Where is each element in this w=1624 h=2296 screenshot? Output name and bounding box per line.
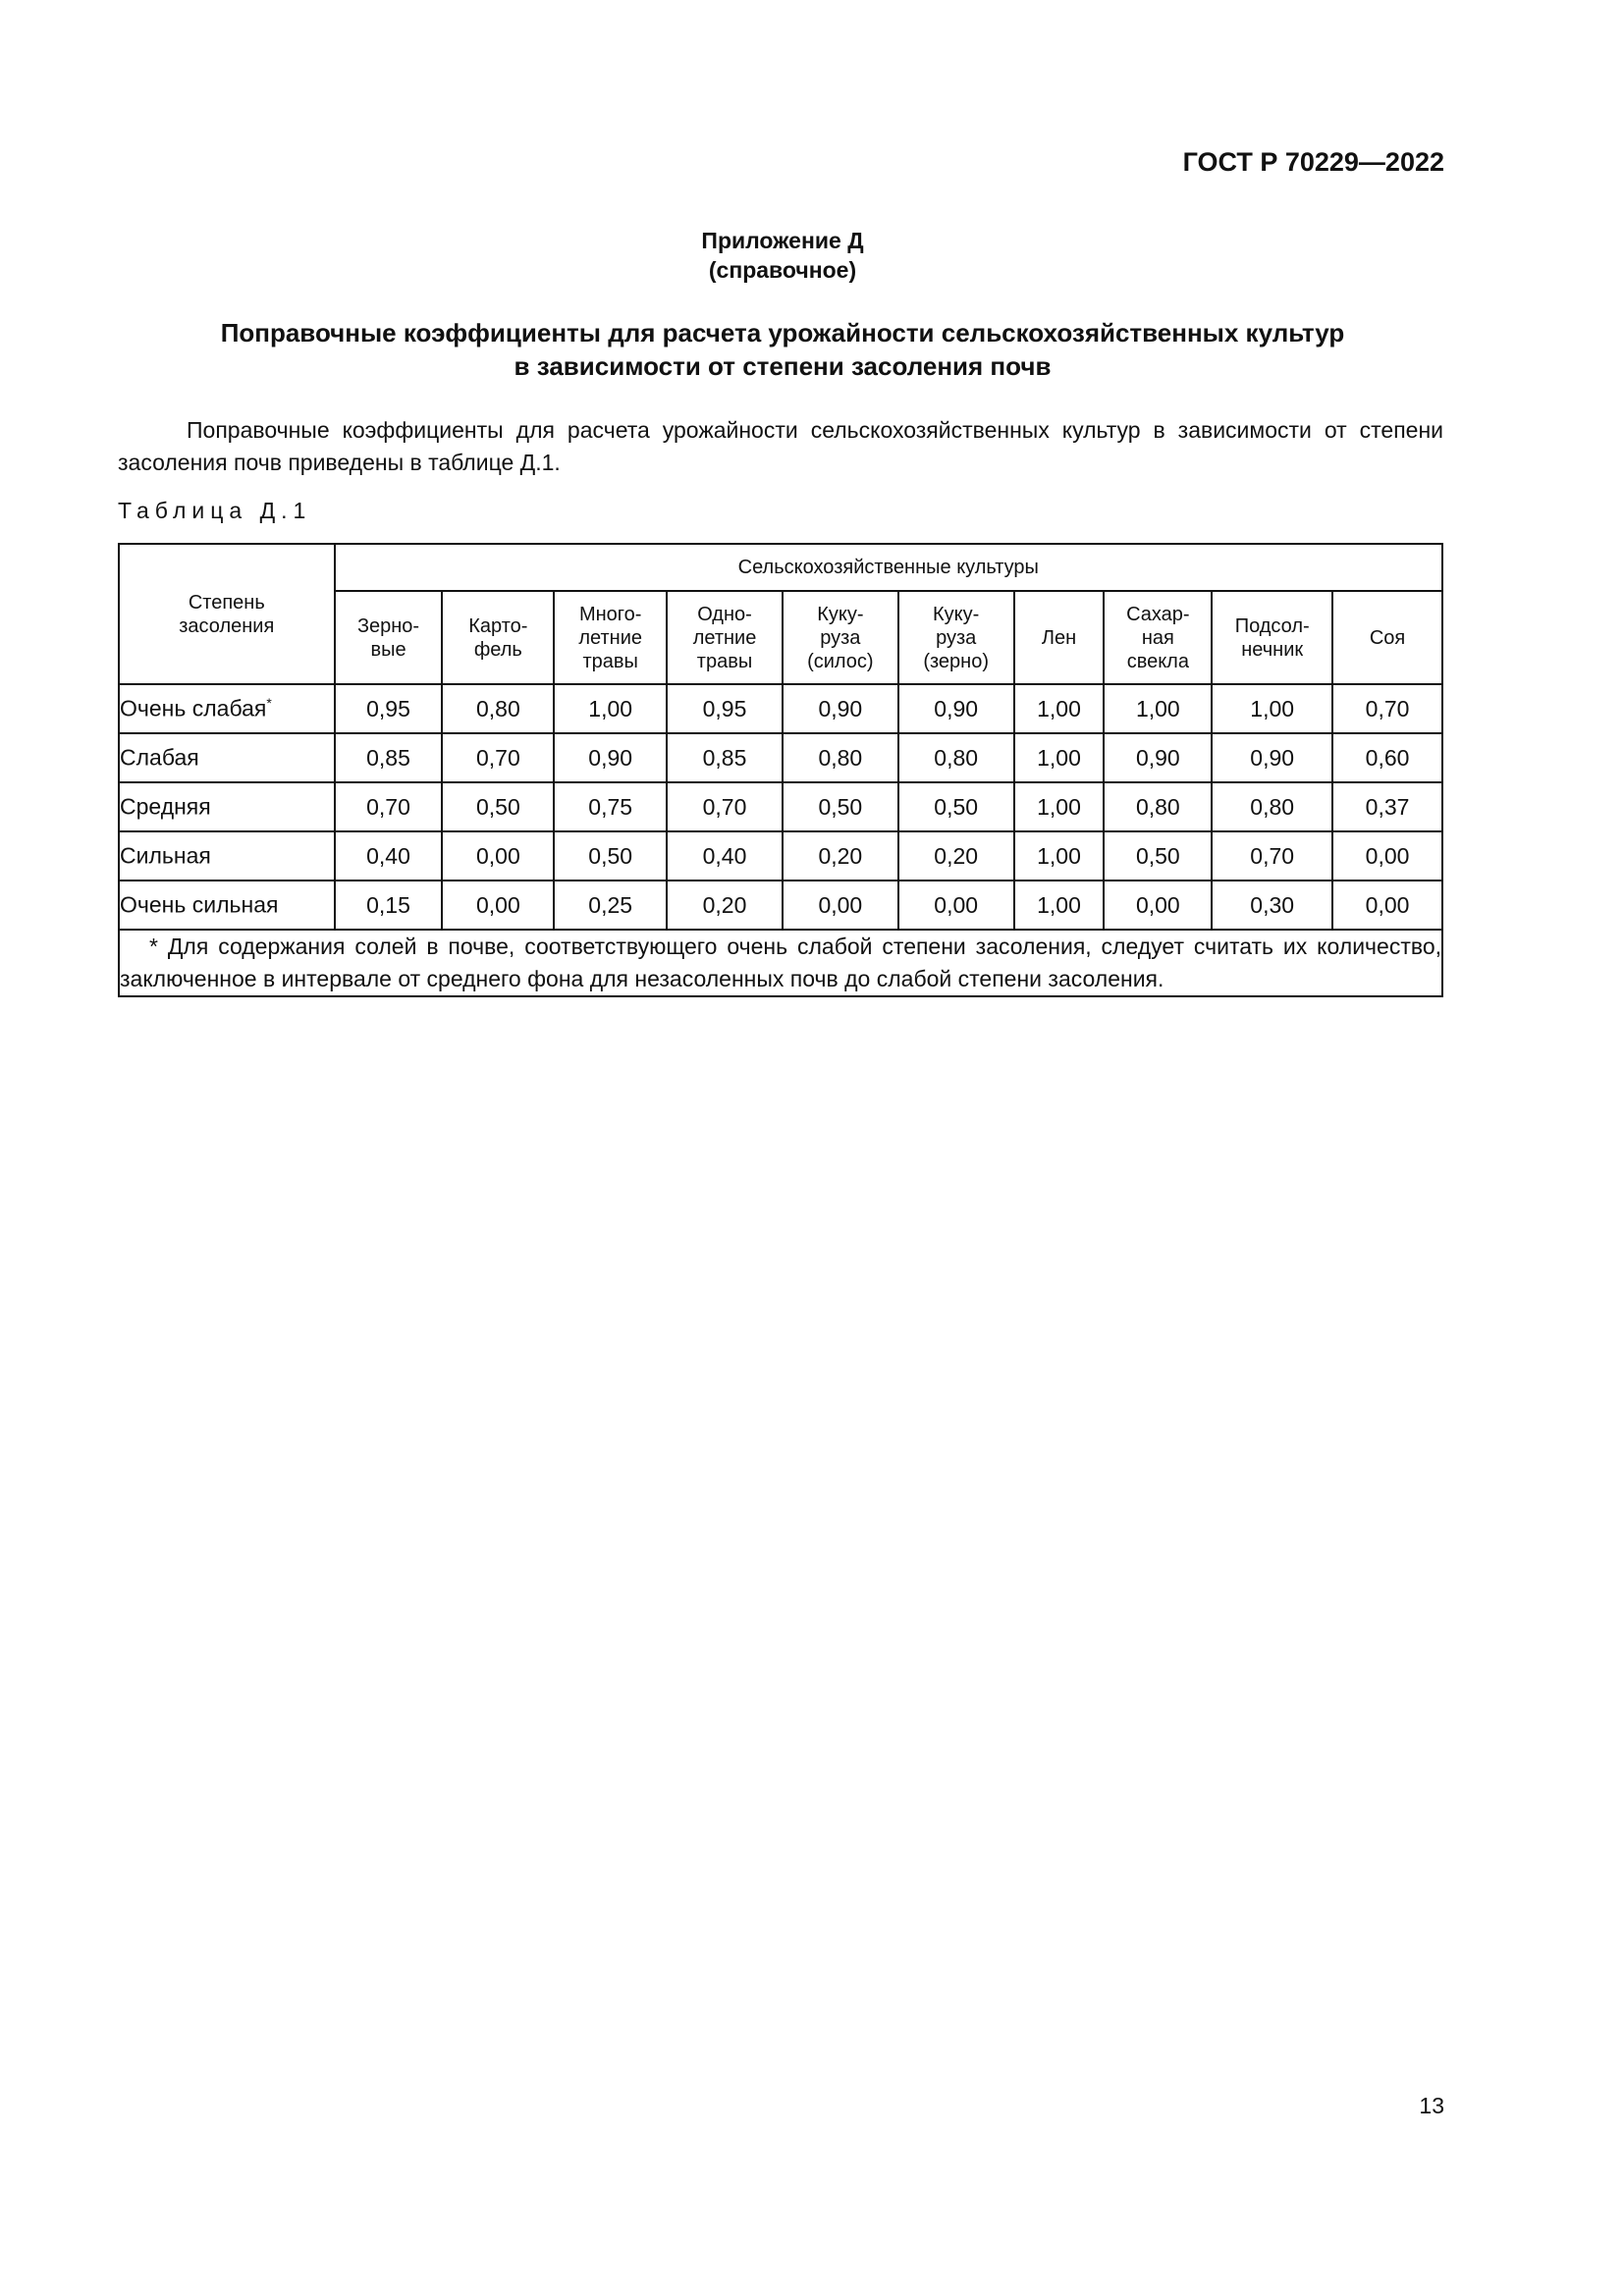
salinity-level-text: Очень сильная [120, 891, 279, 918]
table-caption: Таблица Д.1 [118, 498, 312, 523]
column-header-line: (силос) [807, 650, 874, 672]
coefficient-cell: 0,20 [667, 881, 783, 930]
coefficient-cell: 0,50 [442, 782, 554, 831]
coefficient-cell: 0,75 [554, 782, 667, 831]
coefficient-cell: 0,00 [1104, 881, 1212, 930]
coefficient-cell: 1,00 [1014, 881, 1105, 930]
column-header-cell [335, 591, 443, 684]
coefficient-cell: 1,00 [554, 684, 667, 733]
row-header-line: Степень [188, 591, 265, 614]
coefficient-cell: 0,70 [335, 782, 443, 831]
salinity-level-label [119, 733, 335, 782]
column-header-line: Много- [578, 603, 642, 625]
coefficient-cell: 0,00 [898, 881, 1014, 930]
row-header-line: засоления [179, 614, 275, 637]
coefficient-cell: 0,20 [898, 831, 1014, 881]
column-header-cell [1332, 591, 1442, 684]
coefficient-cell: 1,00 [1014, 684, 1105, 733]
coefficient-cell: 0,95 [335, 684, 443, 733]
column-header-line: Сахар- [1126, 603, 1190, 625]
coefficient-cell: 0,70 [1212, 831, 1332, 881]
coefficient-cell: 1,00 [1212, 684, 1332, 733]
coefficient-cell: 0,95 [667, 684, 783, 733]
salinity-level-text: Очень слабая [120, 695, 267, 721]
column-header-line: руза [820, 626, 861, 649]
coefficient-cell: 0,50 [783, 782, 898, 831]
column-header-cell [783, 591, 898, 684]
coefficient-cell: 1,00 [1104, 684, 1212, 733]
salinity-level-label [119, 831, 335, 881]
column-header-cell [898, 591, 1014, 684]
column-header-line: фель [473, 638, 522, 661]
coefficient-cell: 0,70 [667, 782, 783, 831]
standard-code: ГОСТ Р 70229—2022 [1182, 147, 1444, 177]
column-header-line: Подсол- [1234, 614, 1310, 637]
column-header-line: ная [1141, 626, 1174, 649]
group-header-cell: Сельскохозяйственные культуры [335, 544, 1442, 591]
coefficient-cell: 1,00 [1014, 831, 1105, 881]
page-number: 13 [1419, 2093, 1444, 2118]
column-header-line: травы [582, 650, 638, 672]
column-header-cell [1014, 591, 1105, 684]
coefficient-cell: 0,50 [898, 782, 1014, 831]
coefficient-cell: 0,40 [667, 831, 783, 881]
coefficient-cell: 0,90 [898, 684, 1014, 733]
coefficient-cell: 0,85 [667, 733, 783, 782]
column-header-cell [1212, 591, 1332, 684]
coefficient-cell: 0,00 [1332, 831, 1442, 881]
table-footnote: * Для содержания солей в почве, соответствующего очень слабой степени засоления, следует считать их количество, заключенное в интервале от среднего фона для незасоленных почв до слабой степени засоления. [119, 930, 1442, 996]
section-title-line-1: Поправочные коэффициенты для расчета урожайности сельскохозяйственных культур [220, 318, 1345, 347]
salinity-level-text: Слабая [120, 744, 199, 771]
coefficient-cell: 0,25 [554, 881, 667, 930]
salinity-level-label [119, 881, 335, 930]
coefficient-cell: 0,20 [783, 831, 898, 881]
annex-subtitle: (справочное) [708, 257, 857, 283]
column-header-line: Лен [1041, 626, 1077, 649]
coefficient-cell: 0,00 [442, 881, 554, 930]
coefficient-cell: 0,30 [1212, 881, 1332, 930]
coefficient-cell: 0,90 [1104, 733, 1212, 782]
coefficient-cell: 1,00 [1014, 733, 1105, 782]
column-header-line: свекла [1126, 650, 1189, 672]
column-header-line: Соя [1369, 626, 1406, 649]
coefficient-cell: 0,00 [1332, 881, 1442, 930]
column-header-cell [554, 591, 667, 684]
column-header-line: Куку- [817, 603, 864, 625]
coefficient-cell: 0,00 [442, 831, 554, 881]
column-header-line: нечник [1241, 638, 1304, 661]
coefficient-cell: 0,70 [1332, 684, 1442, 733]
salinity-level-text: Сильная [120, 842, 211, 869]
column-header-line: руза [936, 626, 977, 649]
table-row [119, 782, 1442, 831]
column-header-line: (зерно) [923, 650, 989, 672]
coefficient-cell: 0,85 [335, 733, 443, 782]
coefficient-cell: 0,37 [1332, 782, 1442, 831]
coefficient-cell: 0,90 [554, 733, 667, 782]
annex-title: Приложение Д [701, 228, 864, 253]
row-header-cell [119, 544, 335, 684]
footnote-mark: * [266, 695, 272, 712]
coefficient-cell: 0,90 [783, 684, 898, 733]
column-header-cell [667, 591, 783, 684]
coefficient-cell: 0,15 [335, 881, 443, 930]
column-header-line: летние [578, 626, 642, 649]
column-header-line: Куку- [933, 603, 980, 625]
column-header-line: вые [370, 638, 406, 661]
salinity-level-label [119, 782, 335, 831]
coefficient-cell: 0,80 [1212, 782, 1332, 831]
section-title-line-2: в зависимости от степени засоления почв [514, 351, 1052, 381]
table-row [119, 733, 1442, 782]
coefficient-cell: 0,70 [442, 733, 554, 782]
coefficient-cell: 0,90 [1212, 733, 1332, 782]
coefficient-cell: 0,00 [783, 881, 898, 930]
table-row [119, 881, 1442, 930]
coefficients-table [118, 543, 1443, 997]
salinity-level-label [119, 684, 335, 733]
salinity-level-text: Средняя [120, 793, 211, 820]
coefficient-cell: 0,80 [1104, 782, 1212, 831]
column-header-line: Карто- [468, 614, 528, 637]
section-title [0, 316, 1565, 383]
column-header-cell [1104, 591, 1212, 684]
column-header-line: травы [696, 650, 753, 672]
intro-paragraph: Поправочные коэффициенты для расчета урожайности сельскохозяйственных культур в зависимости от степени засоления почв приведены в таблице Д.1. [118, 417, 1443, 475]
column-header-cell [442, 591, 554, 684]
column-header-line: Одно- [697, 603, 752, 625]
coefficient-cell: 0,40 [335, 831, 443, 881]
column-header-line: летние [692, 626, 757, 649]
coefficient-cell: 1,00 [1014, 782, 1105, 831]
coefficient-cell: 0,50 [1104, 831, 1212, 881]
annex-heading [0, 226, 1565, 285]
coefficient-cell: 0,60 [1332, 733, 1442, 782]
coefficient-cell: 0,80 [783, 733, 898, 782]
coefficient-cell: 0,80 [898, 733, 1014, 782]
table-row [119, 831, 1442, 881]
coefficient-cell: 0,50 [554, 831, 667, 881]
column-header-line: Зерно- [356, 614, 420, 637]
coefficient-cell: 0,80 [442, 684, 554, 733]
table-row [119, 684, 1442, 733]
